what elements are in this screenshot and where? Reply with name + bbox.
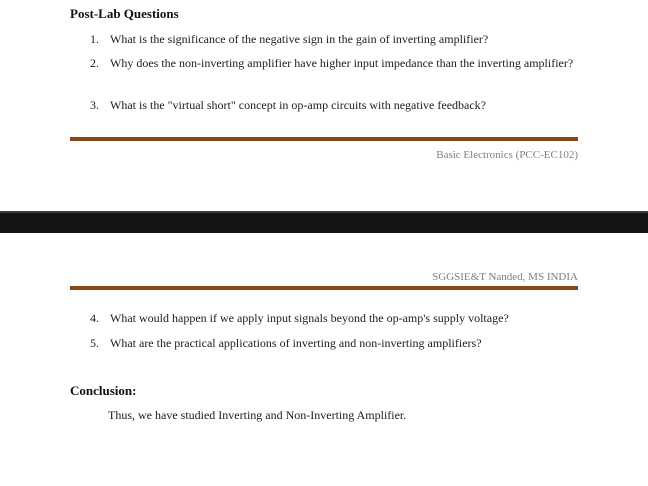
post-lab-questions-heading: Post-Lab Questions <box>70 6 179 21</box>
page2-header-text: SGGSIE&T Nanded, MS INDIA <box>432 271 578 283</box>
question-text: Why does the non-inverting amplifier have higher input impedance than the inverting amplifier? <box>110 56 574 70</box>
footer-rule <box>70 137 578 141</box>
question-text: What would happen if we apply input signals beyond the op-amp's supply voltage? <box>110 311 509 325</box>
question-number: 1. <box>90 32 99 46</box>
question-text: What are the practical applications of inverting and non-inverting amplifiers? <box>110 336 482 350</box>
question-item-4 <box>90 310 578 327</box>
question-text: What is the "virtual short" concept in op-amp circuits with negative feedback? <box>110 98 487 112</box>
conclusion-text: Thus, we have studied Inverting and Non-Inverting Amplifier. <box>108 408 407 422</box>
question-item-3 <box>90 97 578 114</box>
question-item-2 <box>90 55 578 72</box>
question-text: What is the significance of the negative sign in the gain of inverting amplifier? <box>110 32 489 46</box>
question-number: 4. <box>90 311 99 325</box>
page1-footer-text: Basic Electronics (PCC-EC102) <box>436 149 578 161</box>
page-break-band <box>0 211 648 233</box>
question-number: 3. <box>90 98 99 112</box>
question-item-1 <box>90 31 578 48</box>
conclusion-heading: Conclusion: <box>70 383 137 398</box>
question-item-5 <box>90 335 578 352</box>
question-number: 5. <box>90 336 99 350</box>
question-number: 2. <box>90 56 99 70</box>
header-rule <box>70 286 578 290</box>
